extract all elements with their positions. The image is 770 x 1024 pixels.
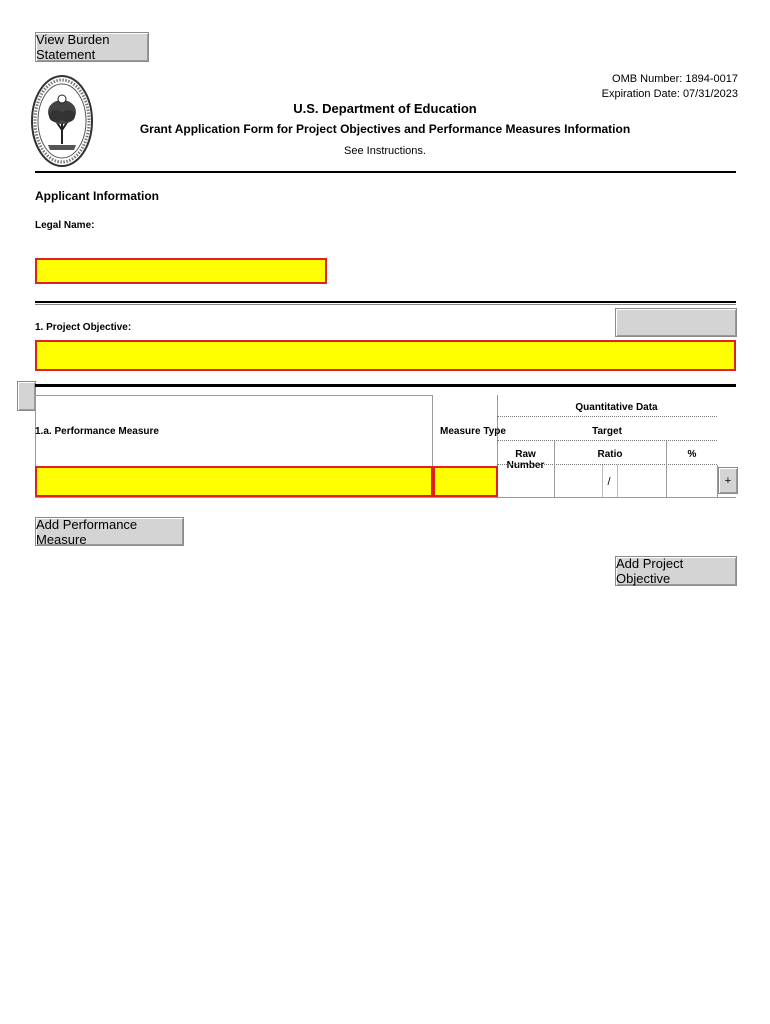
percent-field[interactable] (667, 466, 717, 497)
collapse-toggle-button[interactable] (17, 381, 36, 411)
omb-number: OMB Number: 1894-0017 (612, 73, 738, 85)
performance-measure-header: 1.a. Performance Measure (35, 426, 159, 437)
target-header: Target (592, 426, 622, 437)
form-title: Grant Application Form for Project Objectives and Performance Measures Information (139, 122, 631, 136)
add-performance-measure-button[interactable]: Add Performance Measure (35, 517, 184, 546)
legal-name-field[interactable] (35, 258, 327, 284)
expiration-date: Expiration Date: 07/31/2023 (601, 88, 738, 100)
quantitative-data-header: Quantitative Data (575, 402, 658, 413)
percent-header: % (687, 449, 697, 460)
department-name: U.S. Department of Education (293, 101, 477, 116)
applicant-section-title: Applicant Information (35, 189, 159, 203)
performance-measure-field[interactable] (35, 466, 433, 497)
ratio-numerator-field[interactable] (555, 466, 601, 497)
ratio-separator: / (607, 476, 611, 488)
department-seal (30, 74, 94, 168)
view-burden-statement-button[interactable]: View Burden Statement (35, 32, 149, 62)
header-divider (35, 171, 736, 173)
ratio-denominator-field[interactable] (618, 466, 665, 497)
add-project-objective-button[interactable]: Add Project Objective (615, 556, 737, 586)
project-objective-label: 1. Project Objective: (35, 322, 132, 333)
legal-name-label: Legal Name: (35, 220, 95, 231)
section-divider-bottom (35, 304, 736, 305)
section-divider-top (35, 301, 736, 303)
instructions-link[interactable]: See Instructions. (344, 145, 426, 157)
project-objective-field[interactable] (35, 340, 736, 371)
delete-objective-button[interactable] (615, 308, 737, 337)
raw-number-field[interactable] (498, 466, 553, 497)
raw-number-header: Raw Number (506, 449, 545, 471)
measure-type-field[interactable] (433, 466, 498, 497)
add-row-button[interactable]: + (718, 467, 738, 494)
ratio-header: Ratio (597, 449, 623, 460)
measure-type-header: Measure Type (440, 426, 506, 437)
table-top-divider (35, 384, 736, 387)
